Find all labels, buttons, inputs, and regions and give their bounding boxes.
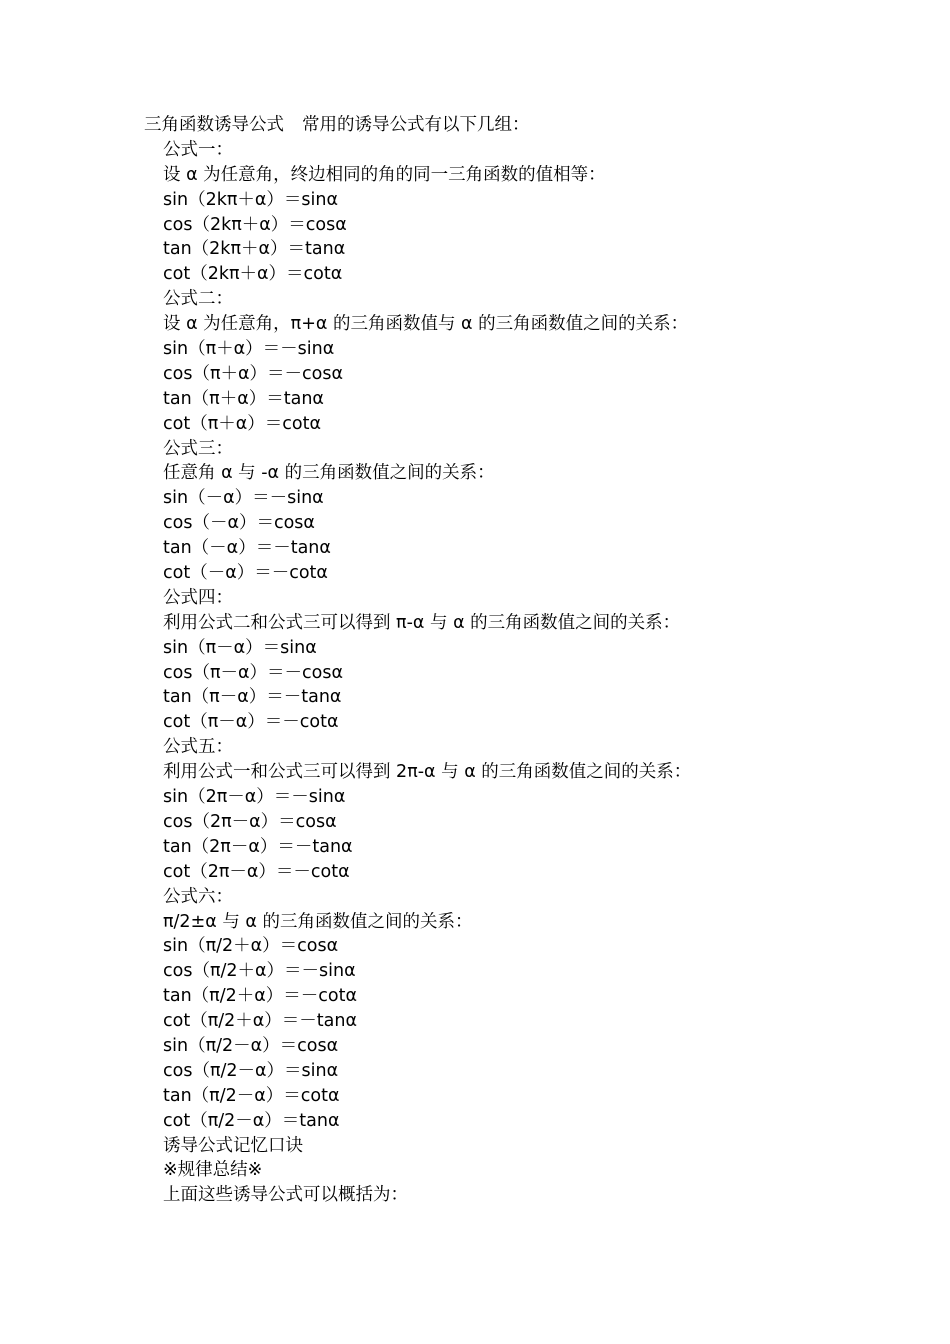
text-line: tan（2kπ＋α）＝tanα [163,239,346,260]
text-line: 利用公式一和公式三可以得到 2π-α 与 α 的三角函数值之间的关系： [163,762,692,783]
text-line: ※规律总结※ [163,1160,263,1181]
text-line: 公式四： [163,587,233,608]
text-line: 公式二： [163,289,233,310]
text-line: cot（π/2＋α）＝－tanα [163,1011,358,1032]
text-line: cos（2kπ＋α）＝cosα [163,214,347,235]
text-line: sin（π＋α）＝－sinα [163,339,335,360]
text-line: cos（π－α）＝－cosα [163,662,343,683]
text-line: tan（2π－α）＝－tanα [163,836,353,857]
text-line: sin（π/2－α）＝cosα [163,1035,339,1056]
document-intro: 常用的诱导公式有以下几组： [302,115,530,135]
text-line: cos（π/2－α）＝sinα [163,1060,339,1081]
text-line: cot（π/2－α）＝tanα [163,1110,340,1131]
text-line: tan（π＋α）＝tanα [163,388,324,409]
text-line: 利用公式二和公式三可以得到 π-α 与 α 的三角函数值之间的关系： [163,612,681,633]
text-line: sin（2kπ＋α）＝sinα [163,189,339,210]
text-line: 诱导公式记忆口诀 [163,1135,303,1156]
text-line: tan（－α）＝－tanα [163,538,331,559]
document-body [144,113,903,1208]
text-line: 设 α 为任意角，终边相同的角的同一三角函数的值相等： [163,164,606,185]
text-line: cos（π/2＋α）＝－sinα [163,961,356,982]
formula-lines [163,138,903,1208]
text-line: 公式五： [163,737,233,758]
text-line: tan（π－α）＝－tanα [163,687,342,708]
text-line: tan（π/2－α）＝cotα [163,1085,340,1106]
text-line: cot（2kπ＋α）＝cotα [163,264,343,285]
text-line: sin（－α）＝－sinα [163,488,324,509]
text-line: π/2±α 与 α 的三角函数值之间的关系： [163,911,473,932]
text-line: cot（－α）＝－cotα [163,563,328,584]
text-line: 设 α 为任意角，π+α 的三角函数值与 α 的三角函数值之间的关系： [163,314,689,335]
text-line: sin（π/2＋α）＝cosα [163,936,339,957]
text-line: sin（π－α）＝sinα [163,637,317,658]
text-line: cot（2π－α）＝－cotα [163,861,350,882]
text-line: 公式六： [163,886,233,907]
text-line: cos（π＋α）＝－cosα [163,363,343,384]
text-line: 公式一： [163,139,233,160]
text-line: cos（2π－α）＝cosα [163,811,337,832]
document-title: 三角函数诱导公式 [144,115,284,135]
text-line: tan（π/2＋α）＝－cotα [163,986,358,1007]
text-line: 上面这些诱导公式可以概括为： [163,1185,408,1206]
title-line [144,113,903,138]
text-line: cos（－α）＝cosα [163,513,315,534]
text-line: cot（π－α）＝－cotα [163,712,339,733]
text-line: cot（π＋α）＝cotα [163,413,321,434]
text-line: sin（2π－α）＝－sinα [163,787,346,808]
text-line: 任意角 α 与 -α 的三角函数值之间的关系： [163,463,495,484]
text-line: 公式三： [163,438,233,459]
